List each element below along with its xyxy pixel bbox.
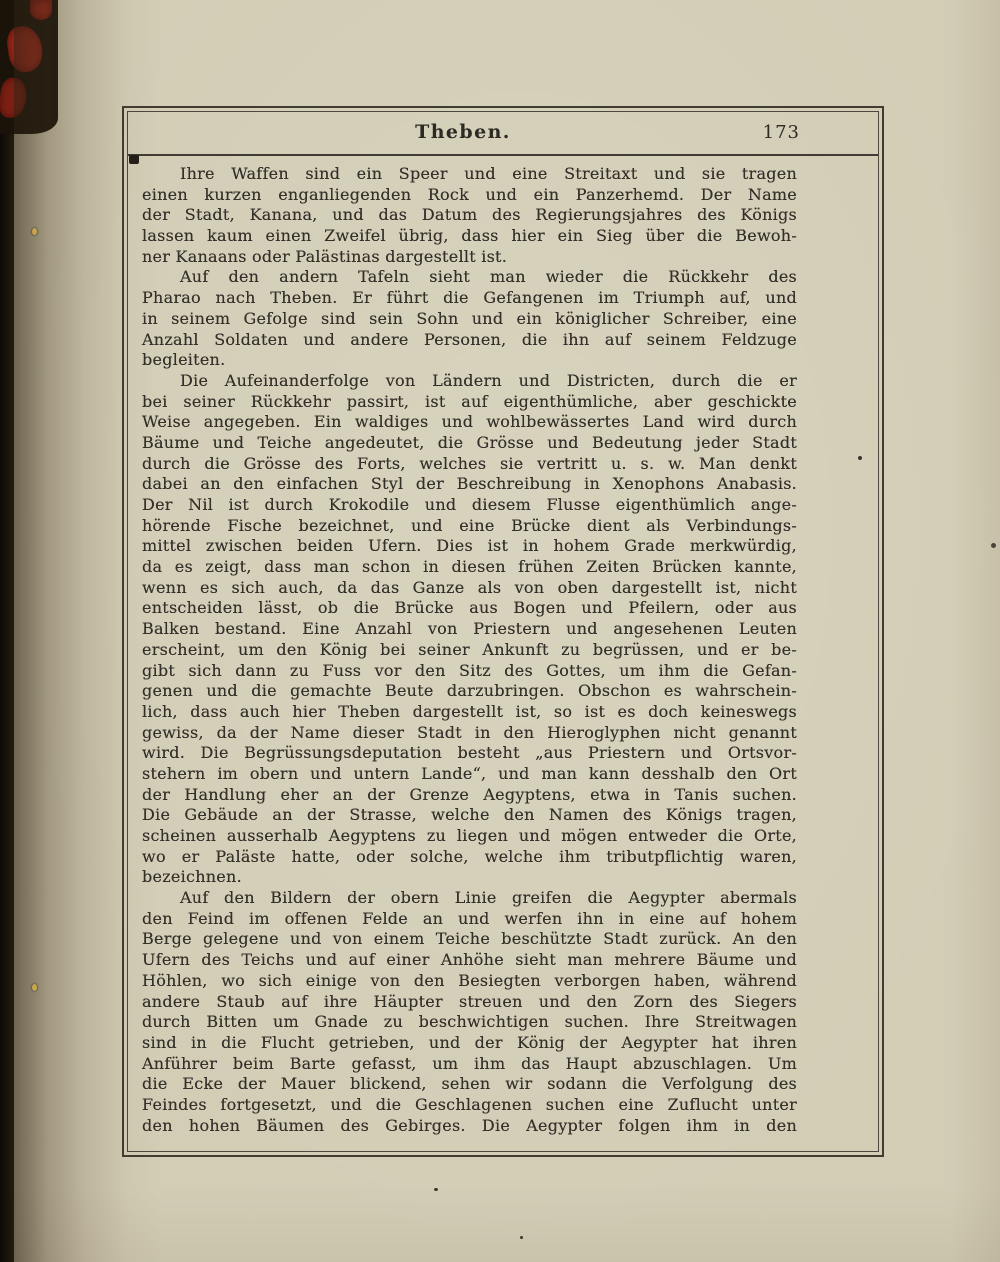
text-line: andere Staub auf ihre Häupter streuen und den Zorn des Siegers [142,991,797,1011]
text-line: mittel zwischen beiden Ufern. Dies ist in hohem Grade merkwürdig, [142,536,797,556]
text-line: Feindes fortgesetzt, und die Geschlagenen suchen eine Zuflucht unter [142,1094,797,1114]
text-line: bei seiner Rückkehr passirt, ist auf eigenthümliche, aber geschickte [142,391,797,411]
text-line: lassen kaum einen Zweifel übrig, dass hier ein Sieg über die Bewoh- [142,226,797,246]
text-line: Ufern des Teichs und auf einer Anhöhe sieht man mehrere Bäume und [142,950,797,970]
text-line: Höhlen, wo sich einige von den Besiegten verborgen haben, während [142,970,797,990]
text-line: Pharao nach Theben. Er führt die Gefangenen im Triumph auf, und [142,288,797,308]
ink-smudge [129,155,139,164]
text-line: Berge gelegene und von einem Teiche beschützte Stadt zurück. An den [142,929,797,949]
text-line: ner Kanaans oder Palästinas dargestellt ist. [142,246,508,266]
gutter-shadow [14,0,126,1262]
gilt-fleck [32,984,37,991]
text-line: Weise angegeben. Ein waldiges und wohlbewässertes Land wird durch [142,412,797,432]
text-line: bezeichnen. [142,867,242,887]
text-line: scheinen ausserhalb Aegyptens zu liegen und mögen entweder die Orte, [142,826,797,845]
text-line: Die Aufeinanderfolge von Ländern und Districten, durch die er [180,370,797,390]
page-frame-inner [127,111,879,1152]
text-line: erscheint, um den König bei seiner Ankunft zu begrüssen, und er be- [142,639,797,659]
text-line: durch Bitten um Gnade zu beschwichtigen suchen. Ihre Streitwagen [142,1012,797,1032]
text-line: gewiss, da der Name dieser Stadt in den Hieroglyphen nicht genannt [142,722,797,742]
text-line: Der Nil ist durch Krokodile und diesem Flusse eigenthümlich ange- [142,495,797,514]
running-title: Theben. [415,121,511,143]
text-line: die Ecke der Mauer blickend, sehen wir sodann die Verfolgung des [142,1074,797,1094]
text-line: wo er Paläste hatte, oder solche, welche ihm tributpflichtig waren, [142,846,797,866]
text-line: Bäume und Teiche angedeutet, die Grösse und Bedeutung jeder Stadt [142,432,797,452]
text-line: den hohen Bäumen des Gebirges. Die Aegypter folgen ihm in den [142,1115,797,1135]
text-line: dabei an den einfachen Styl der Beschreibung in Xenophons Anabasis. [142,474,797,494]
text-line: begleiten. [142,350,226,370]
paragraph [142,267,797,370]
text-line: Balken bestand. Eine Anzahl von Priestern und angesehenen Leuten [142,619,797,639]
text-line: lich, dass auch hier Theben dargestellt ist, so ist es doch keineswegs [142,701,797,721]
text-line: in seinem Gefolge sind sein Sohn und ein königlicher Schreiber, eine [142,308,797,328]
text-line: wenn es sich auch, da das Ganze als von oben dargestellt ist, nicht [142,577,797,597]
text-line: hörende Fische bezeichnet, und eine Brücke dient als Verbindungs- [142,515,797,535]
text-line: Ihre Waffen sind ein Speer und eine Streitaxt und sie tragen [180,164,797,183]
text-line: Anzahl Soldaten und andere Personen, die ihn auf seinem Feldzuge [142,329,797,349]
page-frame [122,106,884,1157]
text-line: wird. Die Begrüssungsdeputation besteht „aus Priestern und Ortsvor- [142,743,797,763]
text-block [142,164,797,1136]
paragraph [142,164,797,267]
book-spine [0,0,14,1262]
text-line: stehern im obern und untern Lande“, und man kann desshalb den Ort [142,763,797,783]
dust-speck [991,543,996,548]
text-line: Die Gebäude an der Strasse, welche den Namen des Königs tragen, [142,805,797,825]
text-line: Anführer beim Barte gefasst, um ihm das Haupt abzuschlagen. Um [142,1053,797,1073]
text-line: genen und die gemachte Beute darzubringen. Obschon es wahrschein- [142,681,797,701]
text-line: sind in die Flucht getrieben, und der König der Aegypter hat ihren [142,1032,797,1052]
paragraph [142,371,797,888]
text-line: Auf den Bildern der obern Linie greifen die Aegypter abermals [180,888,797,908]
dust-speck [858,456,862,460]
text-line: einen kurzen enganliegenden Rock und ein Panzerhemd. Der Name [142,184,797,204]
paragraph [142,888,797,1136]
text-line: da es zeigt, dass man schon in diesen frühen Zeiten Brücken kannte, [142,557,797,577]
page-number: 173 [762,122,800,143]
text-line: den Feind im offenen Felde an und werfen ihn in eine auf hohem [142,908,797,928]
gilt-fleck [32,228,37,235]
text-line: der Stadt, Kanana, und das Datum des Regierungsjahres des Königs [142,205,797,225]
page-header [128,112,878,156]
text-line: durch die Grösse des Forts, welches sie vertritt u. s. w. Man denkt [142,453,797,473]
text-line: der Handlung eher an der Grenze Aegyptens, etwa in Tanis suchen. [142,784,797,804]
dust-speck [520,1236,523,1239]
text-line: Auf den andern Tafeln sieht man wieder die Rückkehr des [180,267,797,287]
dust-speck [434,1188,438,1191]
text-line: gibt sich dann zu Fuss vor den Sitz des Gottes, um ihm die Gefan- [142,660,797,680]
text-line: entscheiden lässt, ob die Brücke aus Bogen und Pfeilern, oder aus [142,598,797,618]
